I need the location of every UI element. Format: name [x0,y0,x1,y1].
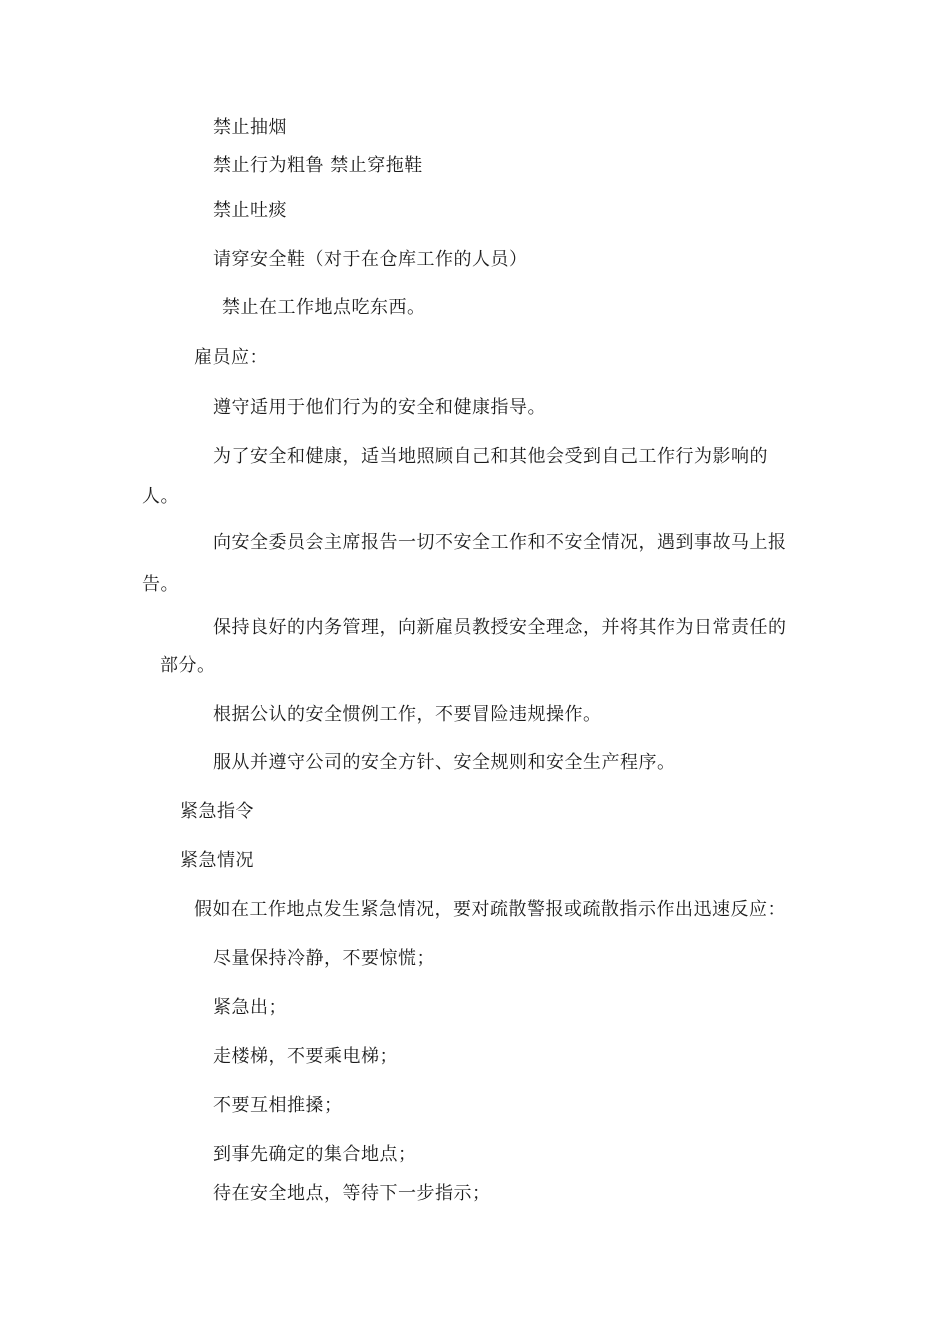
employee-duty-4-line2: 部分。 [160,655,216,676]
employee-duty-1: 遵守适用于他们行为的安全和健康指导。 [213,397,546,418]
employee-duty-2-line2: 人。 [142,486,179,507]
emergency-step-6: 待在安全地点，等待下一步指示； [213,1183,491,1204]
emergency-subtitle: 紧急情况 [180,850,254,871]
emergency-intro: 假如在工作地点发生紧急情况，要对疏散警报或疏散指示作出迅速反应： [194,899,786,920]
emergency-step-1: 尽量保持冷静，不要惊慌； [213,948,435,969]
prohibition-no-eating: 禁止在工作地点吃东西。 [222,297,426,318]
emergency-step-4: 不要互相推搡； [213,1095,343,1116]
employee-duty-3-line1: 向安全委员会主席报告一切不安全工作和不安全情况，遇到事故马上报 [213,532,787,553]
emergency-step-2: 紧急出； [213,997,287,1018]
prohibition-rude-slippers: 禁止行为粗鲁 禁止穿拖鞋 [213,155,423,176]
employee-duty-6: 服从并遵守公司的安全方针、安全规则和安全生产程序。 [213,752,676,773]
employee-duty-4-line1: 保持良好的内务管理，向新雇员教授安全理念，并将其作为日常责任的 [213,617,787,638]
prohibition-safety-shoes: 请穿安全鞋（对于在仓库工作的人员） [213,249,528,270]
prohibition-no-smoking: 禁止抽烟 [213,117,287,138]
employee-duty-3-line2: 告。 [142,574,179,595]
employee-heading: 雇员应： [194,347,268,368]
emergency-title: 紧急指令 [180,801,254,822]
emergency-step-3: 走楼梯，不要乘电梯； [213,1046,398,1067]
employee-duty-5: 根据公认的安全惯例工作，不要冒险违规操作。 [213,704,602,725]
prohibition-no-spitting: 禁止吐痰 [213,200,287,221]
employee-duty-2-line1: 为了安全和健康，适当地照顾自己和其他会受到自己工作行为影响的 [213,446,768,467]
emergency-step-5: 到事先确定的集合地点； [213,1144,417,1165]
